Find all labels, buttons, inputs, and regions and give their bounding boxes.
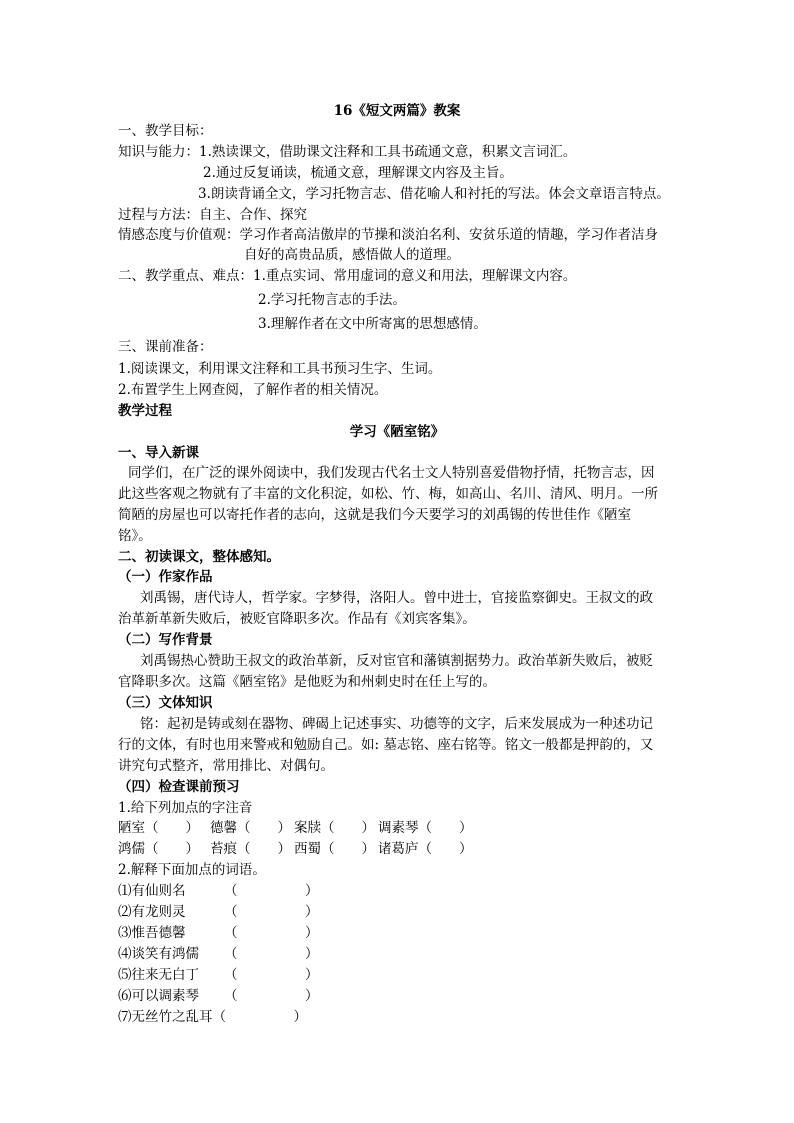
paragraph-line: 铭》。 — [118, 528, 152, 544]
vocab-label: ⑴有仙则名 — [118, 883, 186, 899]
lesson-subtitle: 学习《陋室铭》 — [349, 424, 445, 440]
vocab-blank: （ ） — [212, 1009, 307, 1025]
vocab-blank: （ ） — [224, 967, 319, 983]
vocab-label: ⑹可以调素琴 — [118, 988, 199, 1004]
subsection-heading: （二）写作背景 — [118, 632, 213, 648]
question-heading: 2.解释下面加点的词语。 — [118, 862, 266, 878]
pinyin-item: 诸葛庐（ ） — [378, 841, 473, 857]
vocab-label: ⑵有龙则灵 — [118, 904, 186, 920]
vocab-blank: （ ） — [224, 883, 319, 899]
goal-line: 知识与能力：1.熟读课文，借助课文注释和工具书疏通文意，积累文言词汇。 — [118, 144, 577, 160]
goal-line: 过程与方法：自主、合作、探究 — [118, 207, 307, 223]
goal-line: 情感态度与价值观：学习作者高洁傲岸的节操和淡泊名利、安贫乐道的情趣，学习作者洁身 — [118, 227, 658, 243]
pinyin-item: 案牍（ ） — [294, 820, 375, 836]
paragraph-line: 治革新革新失败后，被贬官降职多次。作品有《刘宾客集》。 — [118, 611, 476, 627]
pinyin-item: 西蜀（ ） — [294, 841, 375, 857]
subsection-heading: （三）文体知识 — [118, 695, 213, 711]
vocab-label: ⑷谈笑有鸿儒 — [118, 946, 199, 962]
pinyin-item: 陋室（ ） — [118, 820, 199, 836]
paragraph-line: 此这些客观之物就有了丰富的文化积淀，如松、竹、梅，如高山、名川、清风、明月。一所 — [118, 486, 658, 502]
goal-line: 3.朗读背诵全文，学习托物言志、借花喻人和衬托的写法。体会文章语言特点。 — [198, 186, 670, 202]
paragraph-line: 刘禹锡，唐代诗人，哲学家。字梦得，洛阳人。曾中进士，官接监察御史。王叔文的政 — [140, 590, 653, 606]
section-heading-goals: 一、教学目标： — [118, 123, 213, 139]
vocab-item — [118, 903, 319, 921]
vocab-label: ⑺无丝竹之乱耳 — [118, 1009, 213, 1025]
section-heading-prep: 三、课前准备： — [118, 339, 213, 355]
keypoint-line: 3.理解作者在文中所寄寓的思想感情。 — [258, 316, 487, 332]
process-heading: 教学过程 — [118, 403, 172, 419]
pinyin-item: 苔痕（ ） — [210, 841, 291, 857]
step-heading: 一、导入新课 — [118, 445, 199, 461]
paragraph-line: 简陋的房屋也可以寄托作者的志向，这就是我们今天要学习的刘禹锡的传世佳作《陋室 — [118, 507, 631, 523]
vocab-item — [118, 966, 319, 984]
subsection-heading: （一）作家作品 — [118, 569, 213, 585]
step-heading: 二、初读课文，整体感知。 — [118, 549, 280, 565]
question-heading: 1.给下列加点的字注音 — [118, 800, 253, 816]
pinyin-item: 调素琴（ ） — [378, 820, 473, 836]
pinyin-row — [118, 840, 473, 858]
vocab-label: ⑸往来无白丁 — [118, 967, 199, 983]
vocab-item — [118, 1008, 307, 1026]
vocab-blank: （ ） — [224, 904, 319, 920]
paragraph-line: 行的文体，有时也用来警戒和勉励自己。如: 墓志铭、座右铭等。铭文一般都是押韵的，又 — [118, 737, 654, 753]
keypoint-line: 2.学习托物言志的手法。 — [258, 292, 406, 308]
paragraph-line: 官降职多次。这篇《陋室铭》是他贬为和州刺史时在任上写的。 — [118, 674, 496, 690]
paragraph-line: 刘禹锡热心赞助王叔文的政治革新，反对宦官和藩镇割据势力。政治革新失败后，被贬 — [140, 653, 653, 669]
pinyin-row — [118, 819, 473, 837]
document-title: 16《短文两篇》教案 — [333, 103, 461, 119]
vocab-blank: （ ） — [224, 925, 319, 941]
vocab-item — [118, 987, 319, 1005]
prep-line: 1.阅读课文，利用课文注释和工具书预习生字、生词。 — [118, 361, 442, 377]
paragraph-line: 讲究句式整齐，常用排比、对偶句。 — [118, 758, 334, 774]
vocab-label: ⑶惟吾德馨 — [118, 925, 186, 941]
section-heading-keypoints: 二、教学重点、难点：1.重点实词、常用虚词的意义和用法，理解课文内容。 — [118, 268, 577, 284]
vocab-blank: （ ） — [224, 946, 319, 962]
vocab-blank: （ ） — [224, 988, 319, 1004]
paragraph-line: 铭：起初是铸或刻在器物、碑碣上记述事实、功德等的文字，后来发展成为一种述功记 — [140, 716, 653, 732]
goal-line: 自好的高贵品质，感悟做人的道理。 — [244, 247, 460, 263]
vocab-item — [118, 882, 319, 900]
paragraph-line: 同学们，在广泛的课外阅读中，我们发现古代名士文人特别喜爱借物抒情，托物言志，因 — [128, 465, 655, 481]
vocab-item — [118, 945, 319, 963]
pinyin-item: 德馨（ ） — [210, 820, 291, 836]
subsection-heading: （四）检查课前预习 — [118, 779, 240, 795]
prep-line: 2.布置学生上网查阅，了解作者的相关情况。 — [118, 382, 388, 398]
vocab-item — [118, 924, 319, 942]
pinyin-item: 鸿儒（ ） — [118, 841, 199, 857]
goal-line: 2.通过反复诵读，梳通文意，理解课文内容及主旨。 — [203, 165, 513, 181]
